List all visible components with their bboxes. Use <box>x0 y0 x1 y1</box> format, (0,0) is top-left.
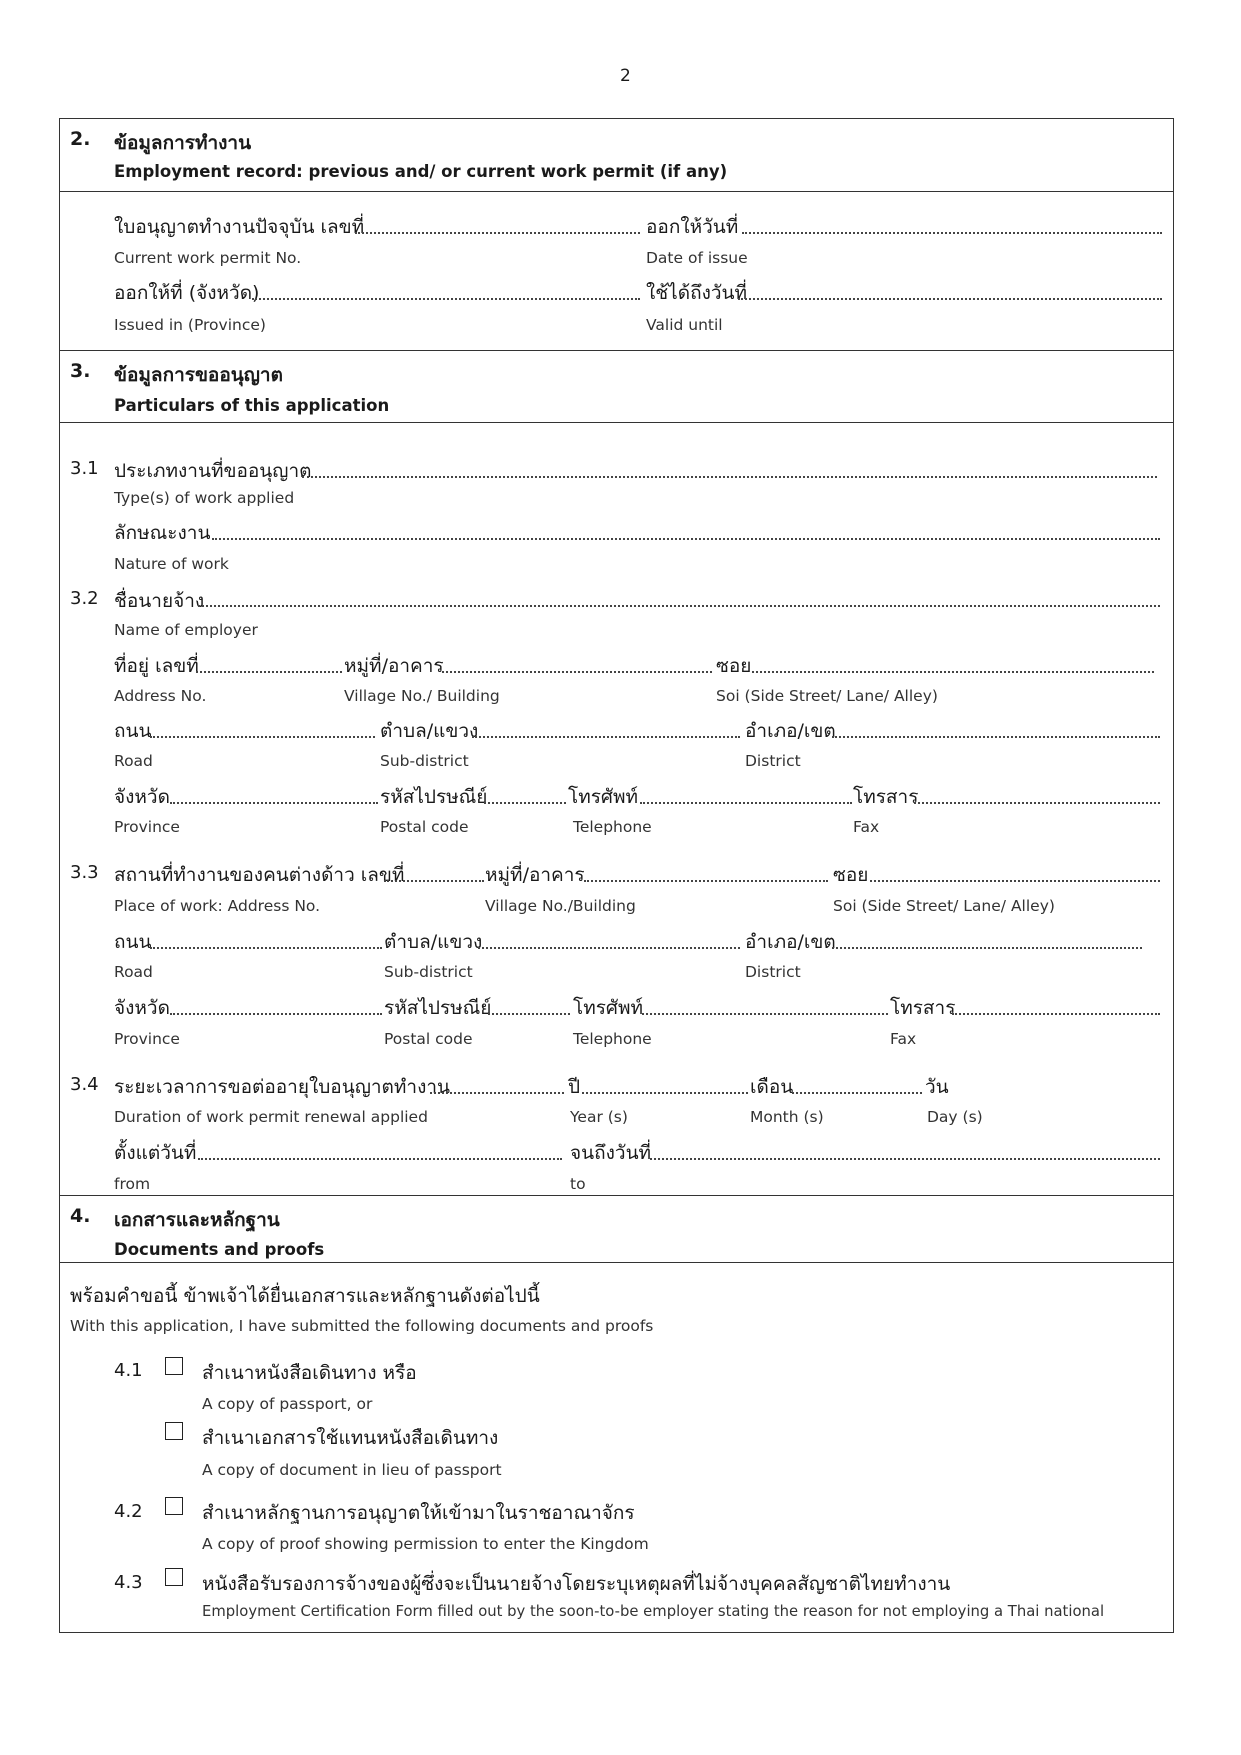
duration-year-field[interactable] <box>430 1092 564 1094</box>
employer-subdistrict-label-en: Sub-district <box>380 752 469 770</box>
work-type-field[interactable] <box>302 476 1157 478</box>
employer-fax-field[interactable] <box>914 802 1160 804</box>
workplace-subdistrict-field[interactable] <box>478 947 740 949</box>
workplace-fax-field[interactable] <box>952 1013 1160 1015</box>
employer-soi-field[interactable] <box>752 671 1154 673</box>
workplace-address-label: สถานที่ทำงานของคนต่างด้าว เลขที่ <box>114 864 405 886</box>
employment-cert-checkbox[interactable] <box>165 1568 183 1586</box>
to-date-field[interactable] <box>650 1158 1160 1160</box>
workplace-village-label: หมู่ที่/อาคาร <box>485 864 585 886</box>
page-number: 2 <box>620 66 631 86</box>
workplace-postal-label: รหัสไปรษณีย์ <box>384 997 492 1019</box>
permit-no-field[interactable] <box>355 232 640 234</box>
workplace-address-field[interactable] <box>384 880 484 882</box>
workplace-district-field[interactable] <box>832 947 1142 949</box>
duration-day-label: วัน <box>925 1076 949 1098</box>
employer-postal-label: รหัสไปรษณีย์ <box>380 786 488 808</box>
section-2-number: 2. <box>70 128 91 150</box>
workplace-address-label-en: Place of work: Address No. <box>114 897 321 915</box>
from-date-field[interactable] <box>198 1158 562 1160</box>
divider <box>59 350 1174 351</box>
divider <box>59 422 1174 423</box>
divider <box>59 1262 1174 1263</box>
passport-label: สำเนาหนังสือเดินทาง หรือ <box>202 1362 417 1384</box>
from-date-label: ตั้งแต่วันที่ <box>114 1142 197 1164</box>
employer-name-label-en: Name of employer <box>114 621 258 639</box>
workplace-province-label-en: Province <box>114 1030 180 1048</box>
issue-date-label-en: Date of issue <box>646 249 748 267</box>
employment-cert-label-en: Employment Certification Form filled out by the soon-to-be employer stating the reason for not employing a Thai national <box>202 1603 1105 1620</box>
passport-checkbox[interactable] <box>165 1357 183 1375</box>
entry-permission-checkbox[interactable] <box>165 1497 183 1515</box>
item-4-3-number: 4.3 <box>114 1572 143 1593</box>
employer-district-label-en: District <box>745 752 801 770</box>
work-nature-label: ลักษณะงาน <box>114 522 211 544</box>
permit-no-label-en: Current work permit No. <box>114 249 302 267</box>
lieu-of-passport-label: สำเนาเอกสารใช้แทนหนังสือเดินทาง <box>202 1427 499 1449</box>
employer-province-field[interactable] <box>170 802 378 804</box>
employer-district-field[interactable] <box>832 736 1160 738</box>
employer-fax-label-en: Fax <box>853 818 880 836</box>
employer-province-label-en: Province <box>114 818 180 836</box>
valid-until-field[interactable] <box>738 298 1162 300</box>
to-date-label-en: to <box>570 1175 586 1193</box>
duration-day-label-en: Day (s) <box>927 1108 983 1126</box>
divider <box>59 1195 1174 1196</box>
section-4-title: เอกสารและหลักฐาน <box>114 1209 280 1231</box>
section-3-number: 3. <box>70 360 91 382</box>
workplace-fax-label-en: Fax <box>890 1030 917 1048</box>
employer-village-label: หมู่ที่/อาคาร <box>344 655 444 677</box>
workplace-road-label-en: Road <box>114 963 153 981</box>
issued-in-label-en: Issued in (Province) <box>114 316 266 334</box>
employer-tel-label-en: Telephone <box>573 818 652 836</box>
workplace-district-label: อำเภอ/เขต <box>745 931 836 953</box>
employer-road-label: ถนน <box>114 720 152 742</box>
item-3-3-number: 3.3 <box>70 862 99 883</box>
employer-tel-label: โทรศัพท์ <box>568 786 639 808</box>
section-2-title: ข้อมูลการทำงาน <box>114 132 252 154</box>
employer-subdistrict-label: ตำบล/แขวง <box>380 720 479 742</box>
employer-postal-field[interactable] <box>484 802 566 804</box>
employer-village-field[interactable] <box>442 671 712 673</box>
item-4-2-number: 4.2 <box>114 1501 143 1522</box>
item-3-4-number: 3.4 <box>70 1074 99 1095</box>
workplace-district-label-en: District <box>745 963 801 981</box>
section-4-number: 4. <box>70 1205 91 1227</box>
employer-soi-label-en: Soi (Side Street/ Lane/ Alley) <box>716 687 938 705</box>
workplace-soi-label-en: Soi (Side Street/ Lane/ Alley) <box>833 897 1055 915</box>
employer-address-field[interactable] <box>196 671 342 673</box>
employer-subdistrict-field[interactable] <box>472 736 740 738</box>
duration-label-en: Duration of work permit renewal applied <box>114 1108 428 1126</box>
duration-year-label-en: Year (s) <box>570 1108 628 1126</box>
employer-address-label: ที่อยู่ เลขที่ <box>114 655 199 677</box>
divider <box>59 191 1174 192</box>
to-date-label: จนถึงวันที่ <box>570 1142 652 1164</box>
lieu-of-passport-label-en: A copy of document in lieu of passport <box>202 1461 502 1479</box>
workplace-subdistrict-label: ตำบล/แขวง <box>384 931 483 953</box>
lieu-of-passport-checkbox[interactable] <box>165 1422 183 1440</box>
entry-permission-label: สำเนาหลักฐานการอนุญาตให้เข้ามาในราชอาณาจักร <box>202 1502 635 1524</box>
item-3-1-number: 3.1 <box>70 458 99 479</box>
section-4-subtitle: Documents and proofs <box>114 1240 325 1259</box>
passport-label-en: A copy of passport, or <box>202 1395 373 1413</box>
section-2-subtitle: Employment record: previous and/ or current work permit (if any) <box>114 162 728 181</box>
employer-road-field[interactable] <box>150 736 375 738</box>
employer-road-label-en: Road <box>114 752 153 770</box>
work-nature-label-en: Nature of work <box>114 555 229 573</box>
workplace-tel-label: โทรศัพท์ <box>573 997 644 1019</box>
workplace-soi-field[interactable] <box>870 880 1160 882</box>
item-4-1-number: 4.1 <box>114 1360 143 1381</box>
employer-province-label: จังหวัด <box>114 786 170 808</box>
workplace-province-field[interactable] <box>170 1013 382 1015</box>
employment-cert-label: หนังสือรับรองการจ้างของผู้ซึ่งจะเป็นนายจ้างโดยระบุเหตุผลที่ไม่จ้างบุคคลสัญชาติไทยทำงาน <box>202 1573 951 1595</box>
work-nature-field[interactable] <box>212 538 1160 540</box>
work-type-label: ประเภทงานที่ขออนุญาต <box>114 460 312 482</box>
valid-until-label: ใช้ได้ถึงวันที่ <box>646 282 748 304</box>
workplace-fax-label: โทรสาร <box>890 997 956 1019</box>
workplace-road-field[interactable] <box>150 947 382 949</box>
duration-month-label: เดือน <box>750 1076 794 1098</box>
valid-until-label-en: Valid until <box>646 316 723 334</box>
workplace-road-label: ถนน <box>114 931 152 953</box>
duration-day-field[interactable] <box>792 1092 922 1094</box>
workplace-village-label-en: Village No./Building <box>485 897 636 915</box>
employer-tel-field[interactable] <box>640 802 852 804</box>
employer-postal-label-en: Postal code <box>380 818 469 836</box>
workplace-tel-label-en: Telephone <box>573 1030 652 1048</box>
workplace-village-field[interactable] <box>584 880 828 882</box>
duration-month-field[interactable] <box>582 1092 748 1094</box>
duration-year-label: ปี <box>568 1076 581 1098</box>
from-date-label-en: from <box>114 1175 151 1193</box>
section-3-title: ข้อมูลการขออนุญาต <box>114 364 283 386</box>
employer-address-label-en: Address No. <box>114 687 207 705</box>
work-type-label-en: Type(s) of work applied <box>114 489 295 507</box>
workplace-subdistrict-label-en: Sub-district <box>384 963 473 981</box>
employer-soi-label: ซอย <box>716 655 752 677</box>
entry-permission-label-en: A copy of proof showing permission to enter the Kingdom <box>202 1535 649 1553</box>
workplace-postal-label-en: Postal code <box>384 1030 473 1048</box>
issued-in-field[interactable] <box>252 298 640 300</box>
workplace-soi-label: ซอย <box>833 864 869 886</box>
issue-date-field[interactable] <box>742 232 1162 234</box>
item-3-2-number: 3.2 <box>70 588 99 609</box>
workplace-tel-field[interactable] <box>642 1013 888 1015</box>
permit-no-label: ใบอนุญาตทำงานปัจจุบัน เลขที่ <box>114 216 365 238</box>
issued-in-label: ออกให้ที่ (จังหวัด) <box>114 282 260 304</box>
issue-date-label: ออกให้วันที่ <box>646 216 739 238</box>
employer-name-label: ชื่อนายจ้าง <box>114 590 205 612</box>
employer-name-field[interactable] <box>198 605 1160 607</box>
employer-village-label-en: Village No./ Building <box>344 687 500 705</box>
workplace-postal-field[interactable] <box>488 1013 570 1015</box>
employer-fax-label: โทรสาร <box>853 786 919 808</box>
duration-label: ระยะเวลาการขอต่ออายุใบอนุญาตทำงาน <box>114 1076 451 1098</box>
section-4-intro: พร้อมคำขอนี้ ข้าพเจ้าได้ยื่นเอกสารและหลักฐานดังต่อไปนี้ <box>70 1285 540 1307</box>
workplace-province-label: จังหวัด <box>114 997 170 1019</box>
section-4-intro-en: With this application, I have submitted the following documents and proofs <box>70 1317 654 1335</box>
section-3-subtitle: Particulars of this application <box>114 396 390 415</box>
employer-district-label: อำเภอ/เขต <box>745 720 836 742</box>
duration-month-label-en: Month (s) <box>750 1108 824 1126</box>
